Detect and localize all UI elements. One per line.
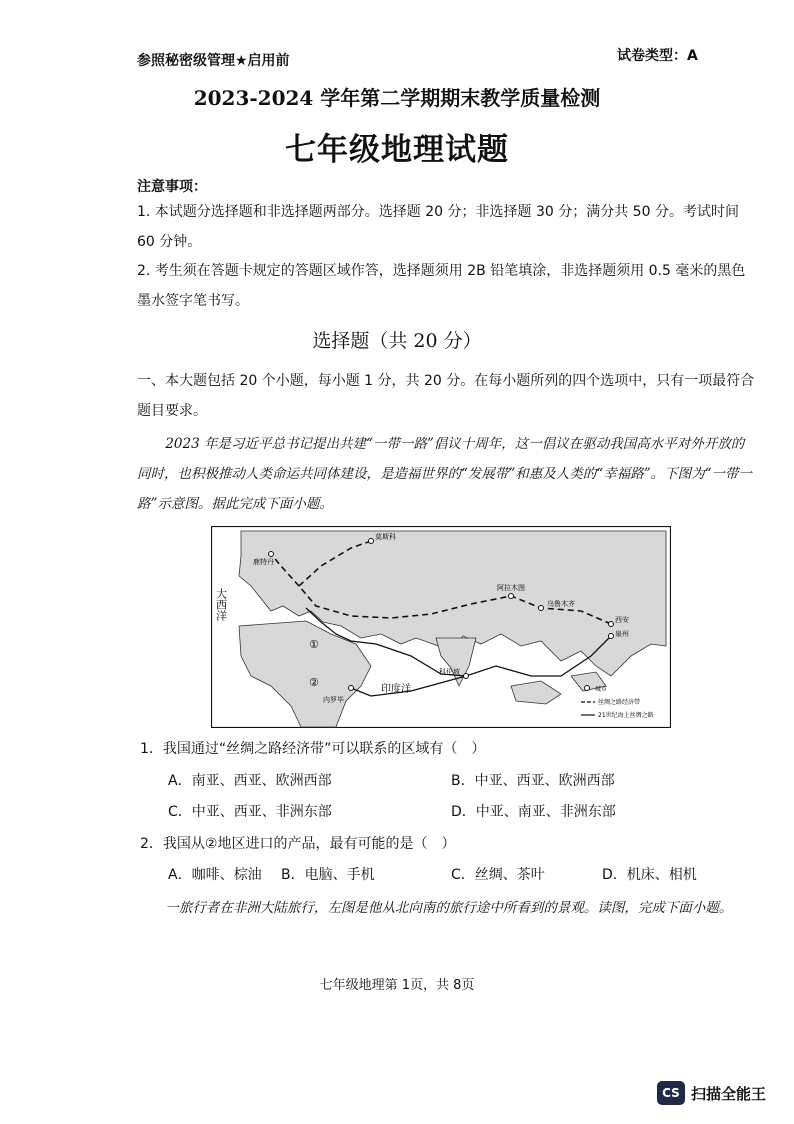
q2-option-d[interactable]: D．机床、相机 <box>602 867 697 883</box>
question-stem-africa: 一旅行者在非洲大陆旅行，左图是他从北向南的旅行途中所看到的景观。读图，完成下面小题。 <box>165 900 733 916</box>
q2-option-b[interactable]: B．电脑、手机 <box>281 867 375 883</box>
label-quanzhou: 泉州 <box>615 630 629 638</box>
label-urumqi: 乌鲁木齐 <box>547 600 575 608</box>
q2-option-c[interactable]: C．丝绸、茶叶 <box>451 867 545 883</box>
label-nairobi: 内罗毕 <box>323 696 344 704</box>
q1-option-d[interactable]: D．中亚、南亚、非洲东部 <box>451 804 616 820</box>
belt-road-map <box>211 526 671 728</box>
notice-heading: 注意事项： <box>137 179 207 195</box>
label-atlantic: 大西洋 <box>214 588 228 621</box>
label-xian: 西安 <box>615 616 629 624</box>
scanner-watermark <box>657 1081 766 1105</box>
camscanner-text: 扫描全能王 <box>691 1084 767 1103</box>
q1-option-a[interactable]: A．南亚、西亚、欧洲西部 <box>168 773 332 789</box>
q1-option-b[interactable]: B．中亚、西亚、欧洲西部 <box>451 773 615 789</box>
label-region-1: ① <box>309 638 319 651</box>
legend-road: 21世纪海上丝绸之路 <box>598 712 654 719</box>
q1-option-c[interactable]: C．中亚、西亚、非洲东部 <box>168 804 332 820</box>
exam-title: 七年级地理试题 <box>285 132 509 168</box>
paper-type: 试卷类型：A <box>617 48 698 64</box>
label-moscow: 莫斯科 <box>375 533 396 541</box>
notice-item-2: 2. 考生须在答题卡规定的答题区域作答，选择题须用 2B 铅笔填涂，非选择题须用 0.5 毫米的黑色墨水签字笔书写。 <box>137 263 746 309</box>
q2-option-a[interactable]: A．咖啡、棕油 <box>168 867 262 883</box>
label-indian-ocean: 印度洋 <box>381 684 411 695</box>
page-footer: 七年级地理第 1页，共 8页 <box>319 978 475 993</box>
legend-city: 城市 <box>595 686 608 693</box>
question-1-stem: 1．我国通过“丝绸之路经济带”可以联系的区域有（ ） <box>140 741 486 757</box>
label-colombo: 科伦坡 <box>439 668 460 676</box>
camscanner-logo-icon: CS <box>657 1081 685 1105</box>
label-rotterdam: 鹿特丹 <box>253 558 274 566</box>
notice-item-1: 1. 本试题分选择题和非选择题两部分。选择题 20 分；非选择题 30 分；满分共 50 分。考试时间 60 分钟。 <box>137 204 739 250</box>
question-2-stem: 2．我国从②地区进口的产品，最有可能的是（ ） <box>140 836 456 852</box>
label-region-2: ② <box>309 676 319 689</box>
question-stem-belt-road: 2023 年是习近平总书记提出共建“一带一路”倡议十周年，这一倡议在驱动我国高水平对外开放的同时，也积极推动人类命运共同体建设，是造福世界的“发展带”和惠及人类的“幸福路”。下图为“一带一路”示意图。据此完成下面小题。 <box>137 436 753 512</box>
confidentiality-note: 参照秘密级管理★启用前 <box>137 53 290 69</box>
section-intro: 一、本大题包括 20 个小题，每小题 1 分，共 20 分。在每小题所列的四个选项中，只有一项最符合题目要求。 <box>137 373 755 419</box>
legend-belt: 丝绸之路经济带 <box>598 699 641 706</box>
section-title: 选择题（共 20 分） <box>312 330 482 352</box>
label-almaty: 阿拉木图 <box>497 584 525 592</box>
exam-subtitle: 2023-2024 学年第二学期期末教学质量检测 <box>193 86 601 110</box>
